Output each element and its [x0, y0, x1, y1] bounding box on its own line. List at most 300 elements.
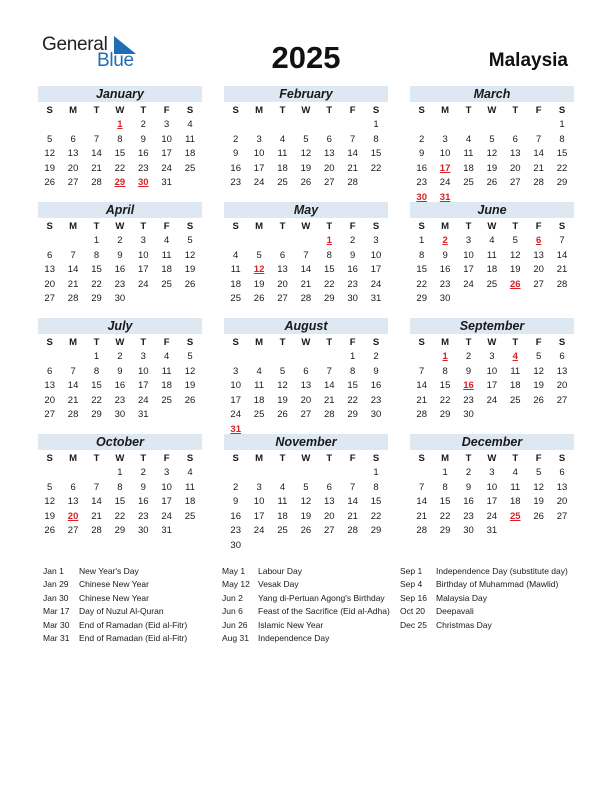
empty-day-cell: [480, 292, 503, 307]
empty-day-cell: [294, 350, 317, 365]
day-cell: 6: [70, 481, 76, 493]
weekday-label: S: [232, 337, 239, 348]
weekday-label: S: [46, 453, 53, 464]
week-row: [224, 466, 388, 481]
day-cell: 11: [185, 133, 195, 145]
weekday-label: F: [163, 105, 170, 116]
weekday-label: W: [301, 221, 311, 232]
day-cell: 25: [509, 394, 521, 406]
day-cell: 9: [350, 249, 356, 261]
month-title: May: [224, 202, 388, 218]
day-cell: 22: [323, 278, 335, 290]
day-cell: 3: [489, 351, 495, 362]
holiday-name: Birthday of Muhammad (Mawlid): [436, 579, 559, 590]
day-cell: 14: [67, 264, 79, 275]
day-cell: 28: [347, 177, 358, 188]
month-june: [410, 202, 574, 307]
holiday-day-cell: 25: [509, 510, 521, 522]
day-cell: 18: [486, 264, 498, 275]
empty-day-cell: [224, 350, 247, 365]
weekday-label: F: [349, 221, 356, 232]
day-cell: 22: [114, 162, 126, 174]
day-cell: 24: [137, 394, 149, 406]
day-cell: 11: [161, 249, 172, 261]
day-cell: 31: [370, 293, 382, 304]
day-cell: 5: [256, 249, 262, 261]
day-cell: 5: [489, 133, 495, 145]
day-cell: 22: [370, 510, 382, 522]
weekday-label: T: [140, 453, 147, 464]
day-cell: 13: [67, 148, 79, 159]
holiday-date: Jan 30: [43, 592, 69, 603]
day-cell: 14: [533, 148, 544, 159]
weekday-label: S: [186, 337, 194, 348]
holiday-item: [222, 592, 400, 605]
empty-day-cell: [410, 118, 433, 133]
weekday-label: M: [255, 105, 264, 116]
empty-day-cell: [294, 466, 317, 481]
empty-day-cell: [318, 350, 341, 365]
day-cell: 26: [253, 293, 265, 304]
week-row: [38, 379, 202, 394]
weekday-header: [38, 451, 202, 466]
day-cell: 15: [416, 264, 427, 275]
day-cell: 11: [463, 148, 474, 159]
weekday-label: T: [93, 337, 100, 348]
week-row: [410, 510, 574, 525]
day-cell: 24: [439, 177, 451, 188]
day-cell: 26: [184, 278, 196, 290]
holiday-date: May 12: [222, 579, 250, 590]
day-cell: 27: [277, 293, 288, 304]
day-cell: 21: [300, 278, 312, 290]
empty-day-cell: [61, 350, 84, 365]
day-cell: 1: [93, 351, 100, 362]
day-cell: 13: [67, 496, 79, 507]
day-cell: 4: [164, 235, 170, 246]
month-september: [410, 318, 574, 423]
weekday-label: S: [558, 105, 566, 116]
day-cell: 12: [44, 148, 55, 159]
day-cell: 17: [486, 496, 498, 507]
empty-day-cell: [85, 118, 108, 133]
weekday-label: T: [512, 337, 519, 348]
day-cell: 3: [140, 235, 146, 246]
day-cell: 16: [230, 510, 241, 522]
weekday-label: W: [301, 453, 311, 464]
weekday-header: [38, 335, 202, 350]
day-cell: 19: [44, 162, 55, 174]
day-cell: 27: [44, 293, 55, 304]
weekday-header: [38, 219, 202, 234]
day-cell: 23: [114, 394, 126, 406]
holiday-day-cell: 20: [67, 510, 79, 522]
month-title: March: [410, 86, 574, 102]
day-cell: 10: [161, 133, 172, 145]
empty-day-cell: [480, 118, 503, 133]
day-cell: 31: [161, 525, 172, 536]
day-cell: 6: [559, 351, 565, 362]
day-cell: 5: [536, 351, 542, 362]
week-row: [224, 379, 388, 394]
holiday-date: Mar 30: [43, 619, 70, 630]
weekday-label: S: [372, 221, 380, 232]
day-cell: 30: [347, 293, 358, 304]
weekday-header: [410, 103, 574, 118]
day-cell: 14: [323, 380, 335, 391]
day-cell: 18: [277, 510, 288, 522]
day-cell: 25: [230, 293, 241, 304]
day-cell: 10: [370, 249, 382, 261]
day-cell: 12: [509, 249, 521, 261]
logo-blue-text: Blue: [97, 50, 134, 71]
month-march: [410, 86, 574, 205]
month-october: [38, 434, 202, 539]
day-cell: 3: [140, 351, 146, 362]
day-cell: 6: [279, 249, 286, 261]
day-cell: 21: [416, 394, 427, 406]
day-cell: 12: [277, 380, 288, 391]
day-cell: 27: [44, 409, 55, 420]
day-cell: 22: [91, 394, 102, 406]
day-cell: 8: [350, 365, 356, 377]
day-cell: 18: [277, 162, 288, 174]
day-cell: 16: [137, 148, 149, 159]
week-row: [38, 350, 202, 365]
empty-day-cell: [433, 118, 456, 133]
month-title: September: [410, 318, 574, 334]
day-cell: 27: [556, 510, 568, 522]
day-cell: 18: [184, 496, 196, 507]
holiday-date: Sep 16: [400, 592, 427, 603]
day-cell: 30: [137, 525, 149, 536]
day-cell: 2: [117, 235, 123, 246]
day-cell: 22: [556, 162, 568, 174]
weekday-label: T: [93, 105, 100, 116]
holiday-item: [400, 619, 575, 632]
month-february: [224, 86, 388, 191]
day-cell: 22: [370, 162, 382, 174]
day-cell: 4: [279, 133, 286, 145]
day-cell: 7: [536, 133, 542, 145]
day-cell: 8: [93, 365, 100, 377]
empty-day-cell: [271, 539, 294, 554]
day-cell: 19: [277, 394, 288, 406]
month-title: July: [38, 318, 202, 334]
day-cell: 4: [187, 467, 193, 478]
week-row: [224, 510, 388, 525]
day-cell: 19: [533, 496, 544, 507]
day-cell: 10: [137, 249, 149, 261]
week-row: [224, 176, 388, 191]
weekday-header: [224, 335, 388, 350]
day-cell: 16: [463, 496, 474, 507]
day-cell: 7: [93, 133, 100, 145]
day-cell: 17: [161, 496, 172, 507]
empty-day-cell: [271, 118, 294, 133]
day-cell: 15: [91, 264, 102, 275]
weekday-label: S: [232, 453, 239, 464]
day-cell: 18: [184, 148, 196, 159]
weekday-label: F: [163, 453, 170, 464]
week-row: [410, 176, 574, 191]
day-cell: 20: [277, 278, 288, 290]
day-cell: 25: [184, 162, 196, 174]
day-cell: 11: [254, 380, 265, 391]
holiday-name: Independence Day: [258, 633, 330, 644]
day-cell: 14: [347, 496, 358, 507]
day-cell: 6: [326, 481, 332, 493]
day-cell: 21: [556, 264, 568, 275]
day-cell: 12: [300, 148, 312, 159]
day-cell: 21: [91, 162, 102, 174]
week-row: [410, 495, 574, 510]
empty-day-cell: [318, 466, 341, 481]
day-cell: 13: [556, 481, 568, 493]
day-cell: 7: [350, 133, 356, 145]
day-cell: 23: [230, 525, 241, 536]
empty-day-cell: [457, 292, 480, 307]
weekday-label: T: [279, 105, 286, 116]
weekday-label: T: [140, 105, 147, 116]
day-cell: 7: [70, 249, 76, 261]
day-cell: 11: [510, 365, 521, 377]
weekday-label: T: [465, 221, 472, 232]
day-cell: 19: [184, 380, 196, 391]
holiday-name: Chinese New Year: [79, 579, 149, 590]
empty-day-cell: [38, 350, 61, 365]
weekday-label: T: [326, 337, 333, 348]
holiday-item: [400, 578, 575, 591]
day-cell: 24: [486, 394, 498, 406]
day-cell: 28: [91, 525, 102, 536]
day-cell: 29: [556, 177, 568, 188]
day-cell: 8: [93, 249, 100, 261]
day-cell: 17: [161, 148, 172, 159]
holiday-day-cell: 1: [442, 351, 448, 362]
weekday-label: F: [163, 337, 170, 348]
day-cell: 8: [373, 481, 379, 493]
day-cell: 24: [161, 510, 172, 522]
day-cell: 29: [439, 409, 451, 420]
day-cell: 2: [233, 481, 239, 493]
week-row: [38, 118, 202, 133]
day-cell: 26: [44, 177, 55, 188]
empty-day-cell: [85, 466, 108, 481]
day-cell: 15: [556, 148, 568, 159]
day-cell: 26: [277, 409, 288, 420]
holiday-column: [222, 565, 400, 645]
weekday-label: F: [535, 221, 542, 232]
day-cell: 8: [442, 481, 448, 493]
holiday-item: [222, 565, 400, 578]
day-cell: 4: [279, 481, 286, 493]
week-row: [38, 162, 202, 177]
empty-day-cell: [178, 524, 201, 539]
day-cell: 30: [114, 409, 126, 420]
day-cell: 10: [486, 481, 498, 493]
week-row: [224, 147, 388, 162]
week-row: [38, 365, 202, 380]
holiday-day-cell: 31: [439, 191, 451, 203]
day-cell: 28: [67, 409, 79, 420]
day-cell: 16: [137, 496, 149, 507]
day-cell: 23: [416, 177, 427, 188]
day-cell: 15: [114, 148, 126, 159]
weekday-label: S: [372, 105, 380, 116]
week-row: [224, 249, 388, 264]
day-cell: 25: [184, 510, 196, 522]
weekday-header: [224, 451, 388, 466]
day-cell: 23: [230, 177, 241, 188]
day-cell: 9: [442, 249, 448, 261]
weekday-label: S: [46, 105, 53, 116]
day-cell: 23: [137, 510, 149, 522]
month-title: June: [410, 202, 574, 218]
day-cell: 4: [465, 133, 472, 145]
weekday-label: F: [535, 337, 542, 348]
weekday-label: W: [115, 337, 125, 348]
day-cell: 11: [277, 148, 288, 159]
day-cell: 12: [533, 365, 544, 377]
weekday-label: M: [441, 453, 450, 464]
empty-day-cell: [457, 118, 480, 133]
day-cell: 13: [323, 496, 335, 507]
day-cell: 3: [164, 119, 170, 130]
day-cell: 22: [91, 278, 102, 290]
day-cell: 18: [253, 394, 265, 406]
day-cell: 25: [161, 278, 172, 290]
empty-day-cell: [504, 524, 527, 539]
day-cell: 5: [303, 481, 309, 493]
day-cell: 9: [419, 148, 425, 159]
day-cell: 20: [556, 496, 568, 507]
day-cell: 11: [185, 481, 195, 493]
day-cell: 25: [277, 525, 288, 536]
empty-day-cell: [527, 408, 550, 423]
weekday-label: S: [186, 221, 194, 232]
day-cell: 15: [439, 496, 451, 507]
day-cell: 7: [70, 365, 76, 377]
weekday-label: S: [418, 221, 425, 232]
weekday-label: F: [163, 221, 170, 232]
day-cell: 14: [300, 264, 312, 275]
day-cell: 24: [137, 278, 149, 290]
weekday-label: W: [301, 105, 311, 116]
day-cell: 8: [442, 365, 448, 377]
day-cell: 22: [347, 394, 358, 406]
day-cell: 5: [187, 351, 193, 362]
empty-day-cell: [155, 408, 178, 423]
day-cell: 28: [416, 525, 427, 536]
day-cell: 17: [253, 162, 265, 174]
empty-day-cell: [271, 234, 294, 249]
day-cell: 14: [556, 249, 568, 261]
empty-day-cell: [247, 539, 270, 554]
empty-day-cell: [550, 524, 573, 539]
empty-day-cell: [527, 292, 550, 307]
weekday-label: T: [93, 453, 100, 464]
day-cell: 27: [533, 278, 544, 290]
weekday-label: T: [140, 337, 147, 348]
day-cell: 24: [463, 278, 474, 290]
empty-day-cell: [294, 234, 317, 249]
country-name: Malaysia: [488, 50, 568, 71]
week-row: [38, 133, 202, 148]
day-cell: 27: [323, 177, 335, 188]
day-cell: 20: [533, 264, 544, 275]
day-cell: 18: [230, 278, 241, 290]
day-cell: 28: [323, 409, 335, 420]
holiday-date: Mar 31: [43, 633, 70, 644]
weekday-header: [410, 451, 574, 466]
day-cell: 9: [140, 481, 146, 493]
day-cell: 21: [323, 394, 335, 406]
holiday-item: [43, 578, 221, 591]
day-cell: 18: [161, 380, 172, 391]
holiday-item: [400, 605, 575, 618]
week-row: [410, 350, 574, 365]
day-cell: 3: [256, 481, 262, 493]
holiday-date: Mar 17: [43, 606, 70, 617]
day-cell: 24: [253, 177, 265, 188]
day-cell: 17: [253, 510, 265, 522]
weekday-label: W: [301, 337, 311, 348]
weekday-label: T: [279, 221, 286, 232]
month-july: [38, 318, 202, 423]
holiday-date: Oct 20: [400, 606, 426, 617]
weekday-label: M: [69, 221, 78, 232]
weekday-header: [410, 335, 574, 350]
day-cell: 13: [533, 249, 544, 261]
day-cell: 2: [140, 119, 146, 130]
day-cell: 12: [184, 365, 196, 377]
empty-day-cell: [410, 350, 433, 365]
weekday-label: F: [535, 453, 542, 464]
day-cell: 8: [419, 249, 425, 261]
empty-day-cell: [318, 539, 341, 554]
weekday-label: F: [535, 105, 542, 116]
weekday-label: S: [46, 221, 53, 232]
day-cell: 20: [44, 394, 55, 406]
day-cell: 16: [416, 162, 427, 174]
holiday-day-cell: 26: [509, 278, 521, 290]
day-cell: 20: [323, 162, 335, 174]
holiday-item: [222, 619, 400, 632]
weekday-label: S: [372, 337, 380, 348]
day-cell: 4: [233, 249, 239, 261]
day-cell: 20: [300, 394, 312, 406]
empty-day-cell: [504, 118, 527, 133]
day-cell: 26: [533, 394, 544, 406]
empty-day-cell: [294, 539, 317, 554]
holiday-name: Labour Day: [258, 566, 302, 576]
holiday-name: Christmas Day: [436, 619, 492, 630]
week-row: [410, 524, 574, 539]
holiday-column: [400, 565, 575, 632]
week-row: [410, 379, 574, 394]
page-title-year: 2025: [271, 40, 341, 75]
week-row: [410, 365, 574, 380]
day-cell: 19: [184, 264, 196, 275]
day-cell: 19: [300, 162, 312, 174]
empty-day-cell: [155, 292, 178, 307]
day-cell: 6: [559, 467, 565, 478]
day-cell: 13: [277, 264, 288, 275]
empty-day-cell: [247, 118, 270, 133]
day-cell: 17: [137, 380, 149, 391]
day-cell: 21: [67, 394, 79, 406]
